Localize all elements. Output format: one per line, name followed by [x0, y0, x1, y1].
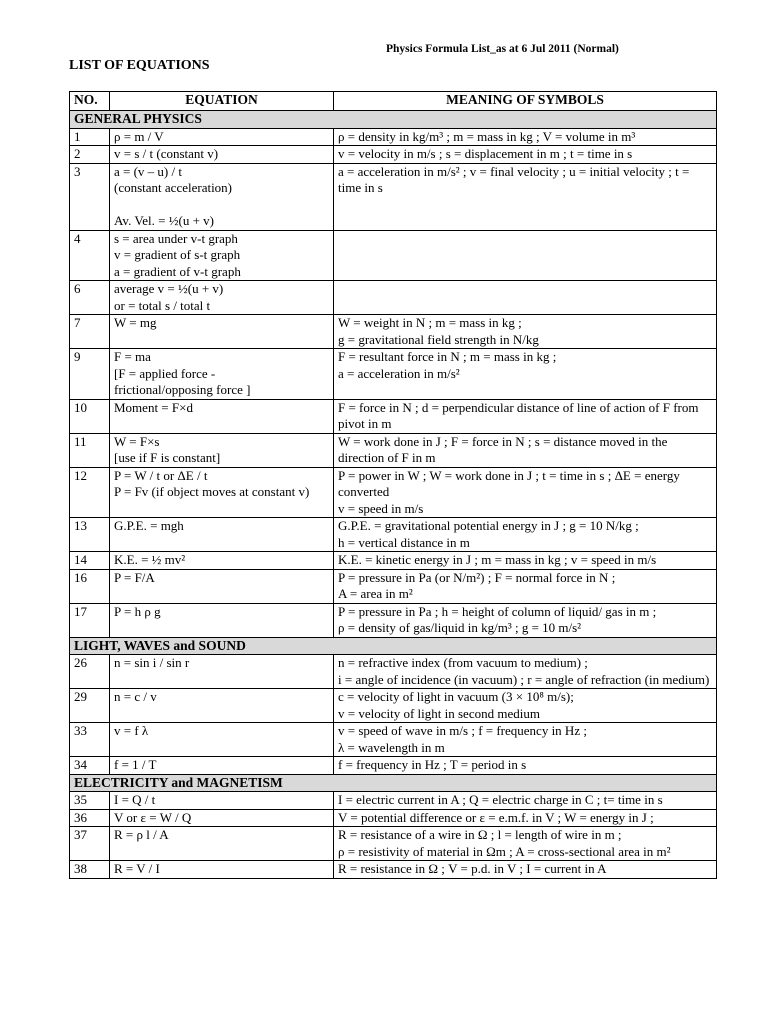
equation-number: 7	[70, 315, 110, 349]
equation-cell	[110, 163, 334, 230]
equation-line: K.E. = ½ mv²	[114, 552, 186, 567]
equation-cell	[110, 315, 334, 349]
equation-cell	[110, 757, 334, 775]
table-row	[70, 757, 717, 775]
table-row	[70, 433, 717, 467]
meaning-cell	[334, 467, 717, 518]
equation-number: 26	[70, 655, 110, 689]
meaning-line: P = pressure in Pa ; h = height of column of liquid/ gas in m ;	[338, 603, 657, 619]
meaning-cell	[334, 757, 717, 775]
meaning-line: c = velocity of light in vacuum (3 × 10⁸ m/s);	[338, 689, 574, 704]
table-row	[70, 281, 717, 315]
meaning-line: W = work done in J ; F = force in N ; s = distance moved in the direction of F in m	[338, 433, 668, 465]
table-row	[70, 552, 717, 570]
meaning-line: i = angle of incidence (in vacuum) ; r = angle of refraction (in medium)	[338, 671, 710, 687]
meaning-line: λ = wavelength in m	[338, 739, 445, 755]
equation-line: R = ρ l / A	[114, 827, 169, 842]
meaning-line: v = velocity in m/s ; s = displacement in m ; t = time in s	[338, 146, 633, 161]
equation-number: 2	[70, 146, 110, 164]
equation-number: 34	[70, 757, 110, 775]
table-row	[70, 655, 717, 689]
equation-cell	[110, 433, 334, 467]
equation-cell	[110, 861, 334, 879]
equation-number: 37	[70, 827, 110, 861]
table-body	[70, 111, 717, 879]
equation-number: 14	[70, 552, 110, 570]
table-row	[70, 827, 717, 861]
meaning-line: P = power in W ; W = work done in J ; t = time in s ; ΔE = energy converted	[338, 467, 680, 499]
equation-number: 35	[70, 792, 110, 810]
meaning-cell	[334, 809, 717, 827]
equation-line: n = sin i / sin r	[114, 655, 190, 670]
equation-number: 16	[70, 569, 110, 603]
equation-cell	[110, 552, 334, 570]
meaning-line: R = resistance in Ω ; V = p.d. in V ; I = current in A	[338, 861, 607, 876]
equation-number: 36	[70, 809, 110, 827]
meaning-line: A = area in m²	[338, 586, 413, 601]
table-row	[70, 569, 717, 603]
equation-line: [F = applied force -	[114, 365, 216, 381]
meaning-line: f = frequency in Hz ; T = period in s	[338, 757, 527, 772]
equations-table	[69, 91, 717, 879]
meaning-line: F = resultant force in N ; m = mass in kg ;	[338, 349, 557, 364]
equation-line: W = mg	[114, 315, 157, 330]
equation-number: 9	[70, 349, 110, 400]
equation-line: v = gradient of s-t graph	[114, 247, 241, 262]
section-header-row	[70, 637, 717, 655]
table-row	[70, 723, 717, 757]
meaning-line: a = acceleration in m/s² ; v = final velocity ; u = initial velocity ; t = time in s	[338, 163, 690, 195]
table-row	[70, 689, 717, 723]
meaning-cell	[334, 827, 717, 861]
meaning-line: ρ = resistivity of material in Ωm ; A = cross-sectional area in m²	[338, 843, 671, 859]
meaning-cell	[334, 433, 717, 467]
equation-number: 4	[70, 230, 110, 281]
equation-cell	[110, 518, 334, 552]
equation-cell	[110, 827, 334, 861]
equation-number: 38	[70, 861, 110, 879]
equation-cell	[110, 689, 334, 723]
equation-line: v = f λ	[114, 723, 149, 738]
meaning-cell	[334, 861, 717, 879]
equation-line: P = F/A	[114, 569, 155, 585]
meaning-cell	[334, 315, 717, 349]
equation-line: W = F×s	[114, 433, 160, 449]
meaning-cell	[334, 230, 717, 281]
equation-cell	[110, 569, 334, 603]
meaning-line: n = refractive index (from vacuum to medium) ;	[338, 655, 588, 670]
table-row	[70, 315, 717, 349]
meaning-cell	[334, 603, 717, 637]
equation-number: 1	[70, 128, 110, 146]
table-row	[70, 809, 717, 827]
meaning-line: K.E. = kinetic energy in J ; m = mass in kg ; v = speed in m/s	[338, 552, 657, 567]
table-row	[70, 861, 717, 879]
table-row	[70, 518, 717, 552]
meaning-line: v = speed in m/s	[338, 500, 424, 516]
column-header-no: NO.	[70, 92, 110, 111]
equation-cell	[110, 399, 334, 433]
equation-number: 12	[70, 467, 110, 518]
meaning-line: a = acceleration in m/s²	[338, 365, 460, 381]
equation-cell	[110, 281, 334, 315]
equation-number: 11	[70, 433, 110, 467]
equation-cell	[110, 128, 334, 146]
equation-line: [use if F is constant]	[114, 450, 221, 465]
meaning-line: W = weight in N ; m = mass in kg ;	[338, 315, 522, 330]
page-header: Physics Formula List_as at 6 Jul 2011 (Normal)	[386, 43, 619, 55]
equation-cell	[110, 655, 334, 689]
meaning-cell	[334, 655, 717, 689]
meaning-line: g = gravitational field strength in N/kg	[338, 331, 539, 347]
meaning-cell	[334, 723, 717, 757]
equation-line: a = (v – u) / t	[114, 163, 182, 179]
meaning-line: P = pressure in Pa (or N/m²) ; F = normal force in N ;	[338, 569, 616, 585]
table-row	[70, 467, 717, 518]
equation-cell	[110, 230, 334, 281]
equation-cell	[110, 467, 334, 518]
equation-number: 3	[70, 163, 110, 230]
equation-number: 17	[70, 603, 110, 637]
section-title: ELECTRICITY and MAGNETISM	[70, 774, 717, 792]
equation-line: F = ma	[114, 349, 151, 364]
meaning-line: V = potential difference or ε = e.m.f. in V ; W = energy in J ;	[338, 809, 654, 825]
section-header-row	[70, 111, 717, 129]
meaning-cell	[334, 552, 717, 570]
meaning-cell	[334, 569, 717, 603]
equation-line: P = W / t or ΔE / t	[114, 467, 208, 483]
table-row	[70, 163, 717, 230]
equation-line: n = c / v	[114, 689, 157, 704]
equation-line: ρ = m / V	[114, 128, 164, 144]
equation-cell	[110, 603, 334, 637]
table-row	[70, 603, 717, 637]
equation-cell	[110, 809, 334, 827]
equation-line: f = 1 / T	[114, 757, 157, 772]
equation-cell	[110, 146, 334, 164]
meaning-line: I = electric current in A ; Q = electric charge in C ; t= time in s	[338, 792, 663, 807]
equation-line: Moment = F×d	[114, 399, 193, 415]
section-header-row	[70, 774, 717, 792]
meaning-line: v = speed of wave in m/s ; f = frequency in Hz ;	[338, 723, 587, 738]
equation-cell	[110, 349, 334, 400]
meaning-line: h = vertical distance in m	[338, 534, 470, 550]
equation-cell	[110, 792, 334, 810]
equation-number: 29	[70, 689, 110, 723]
table-row	[70, 792, 717, 810]
equation-number: 13	[70, 518, 110, 552]
table-row	[70, 349, 717, 400]
column-header-equation: EQUATION	[110, 92, 334, 111]
table-row	[70, 399, 717, 433]
equation-line: P = Fv (if object moves at constant v)	[114, 484, 310, 499]
equation-number: 33	[70, 723, 110, 757]
column-header-meaning: MEANING OF SYMBOLS	[334, 92, 717, 111]
equation-line: a = gradient of v-t graph	[114, 263, 241, 279]
meaning-line: ρ = density in kg/m³ ; m = mass in kg ; V = volume in m³	[338, 128, 636, 144]
meaning-cell	[334, 399, 717, 433]
meaning-cell	[334, 281, 717, 315]
equation-line: I = Q / t	[114, 792, 156, 807]
equation-line	[114, 197, 329, 214]
meaning-line: G.P.E. = gravitational potential energy in J ; g = 10 N/kg ;	[338, 518, 639, 533]
equation-number: 6	[70, 281, 110, 315]
meaning-cell	[334, 146, 717, 164]
meaning-cell	[334, 163, 717, 230]
meaning-line: ρ = density of gas/liquid in kg/m³ ; g = 10 m/s²	[338, 620, 582, 635]
meaning-cell	[334, 792, 717, 810]
meaning-line: v = velocity of light in second medium	[338, 705, 540, 721]
meaning-cell	[334, 128, 717, 146]
section-title: LIGHT, WAVES and SOUND	[70, 637, 717, 655]
meaning-line: R = resistance of a wire in Ω ; l = length of wire in m ;	[338, 827, 622, 842]
table-row	[70, 146, 717, 164]
equation-cell	[110, 723, 334, 757]
equation-line: V or ε = W / Q	[114, 809, 192, 825]
equation-line: R = V / I	[114, 861, 160, 876]
table-row	[70, 230, 717, 281]
equation-line: s = area under v-t graph	[114, 230, 238, 246]
equation-line: (constant acceleration)	[114, 180, 233, 195]
table-header-row	[70, 92, 717, 111]
equation-line: Av. Vel. = ½(u + v)	[114, 213, 214, 228]
equation-line: or = total s / total t	[114, 297, 211, 313]
meaning-cell	[334, 518, 717, 552]
section-title: GENERAL PHYSICS	[70, 111, 717, 129]
equation-number: 10	[70, 399, 110, 433]
equation-line: average v = ½(u + v)	[114, 281, 224, 296]
equation-line: v = s / t (constant v)	[114, 146, 219, 161]
equation-line: P = h ρ g	[114, 603, 161, 619]
table-row	[70, 128, 717, 146]
equation-line: frictional/opposing force ]	[114, 382, 251, 397]
page-title: LIST OF EQUATIONS	[69, 58, 210, 73]
meaning-line: F = force in N ; d = perpendicular distance of line of action of F from pivot in m	[338, 399, 699, 431]
equation-line: G.P.E. = mgh	[114, 518, 184, 533]
meaning-cell	[334, 689, 717, 723]
meaning-cell	[334, 349, 717, 400]
